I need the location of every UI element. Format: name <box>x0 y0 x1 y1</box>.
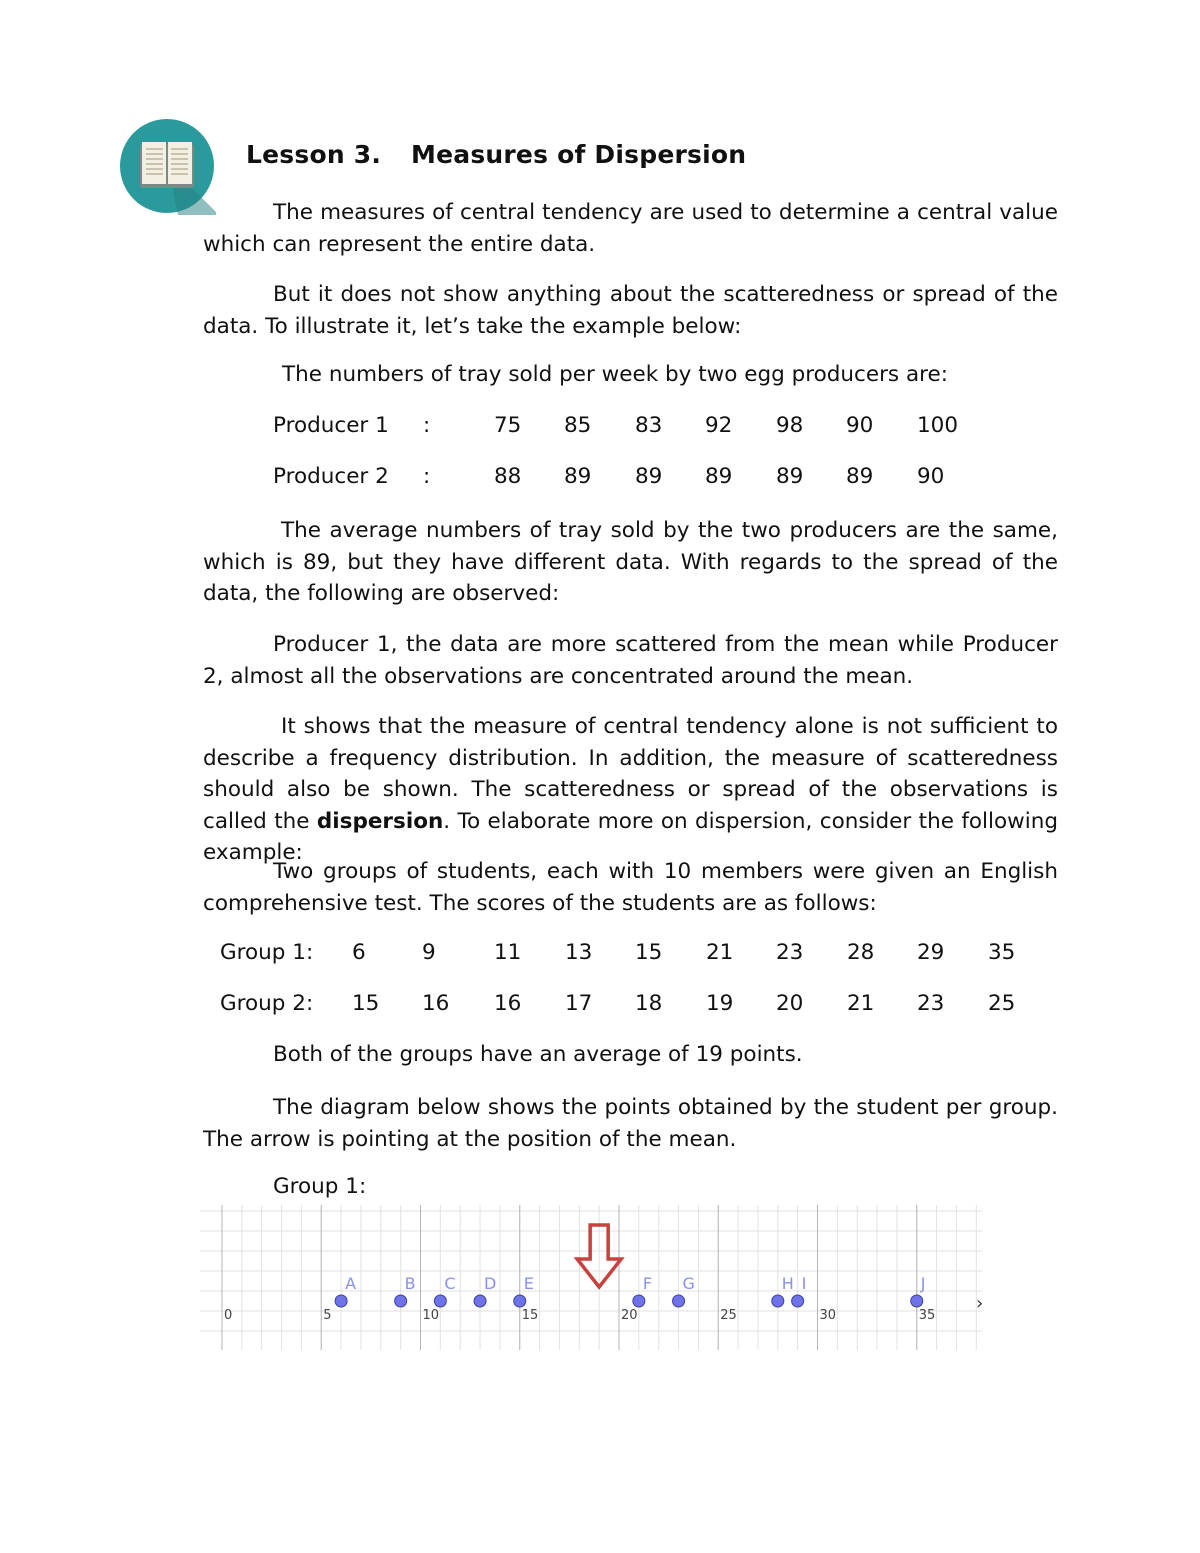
number-line-svg <box>200 1205 990 1350</box>
point-label: D <box>484 1274 497 1293</box>
group-value: 21 <box>847 991 875 1016</box>
point-label: A <box>345 1274 357 1293</box>
group-1-number-line <box>200 1205 990 1350</box>
group-row-1 <box>0 940 1200 972</box>
producer-value: 88 <box>494 464 522 489</box>
point-label: E <box>523 1274 534 1293</box>
data-point <box>395 1295 407 1307</box>
term-dispersion: dispersion <box>316 808 444 834</box>
group-value: 15 <box>635 940 663 965</box>
producer-value: 100 <box>917 413 959 438</box>
group-value: 19 <box>706 991 734 1016</box>
point-label: H <box>781 1274 794 1293</box>
group-value: 21 <box>706 940 734 965</box>
producer-separator: : <box>423 464 431 489</box>
point-label: J <box>920 1274 926 1293</box>
point-label: F <box>642 1274 653 1293</box>
producer-row-1 <box>0 413 1200 445</box>
producer-value: 89 <box>635 464 663 489</box>
data-point <box>911 1295 923 1307</box>
paragraph-3: The numbers of tray sold per week by two egg producers are: <box>282 362 948 387</box>
group-value: 23 <box>776 940 804 965</box>
producer-value: 90 <box>846 413 874 438</box>
data-point <box>633 1295 645 1307</box>
producer-row-2 <box>0 464 1200 496</box>
data-point <box>474 1295 486 1307</box>
group-value: 23 <box>917 991 945 1016</box>
group-value: 17 <box>565 991 593 1016</box>
paragraph-7: Two groups of students, each with 10 members were given an English comprehensive test. The scores of the students are as follows: <box>203 859 1058 916</box>
data-point <box>514 1295 526 1307</box>
group-value: 29 <box>917 940 945 965</box>
group-value: 13 <box>565 940 593 965</box>
producer-separator: : <box>423 413 431 438</box>
data-point <box>772 1295 784 1307</box>
data-point <box>335 1295 347 1307</box>
group-value: 9 <box>422 940 436 965</box>
point-label: I <box>801 1274 807 1293</box>
producer-value: 90 <box>917 464 945 489</box>
lesson-name: Measures of Dispersion <box>411 140 747 169</box>
producer-value: 89 <box>776 464 804 489</box>
lesson-number: Lesson 3. <box>246 140 382 169</box>
group-value: 15 <box>352 991 380 1016</box>
paragraph-4: The average numbers of tray sold by the two producers are the same, which is 89, but they have different data. With regards to the spread of the data, the following are observed: <box>203 518 1058 606</box>
tick-label: 0 <box>224 1308 233 1323</box>
group-value: 25 <box>988 991 1016 1016</box>
tick-label: 20 <box>621 1308 638 1323</box>
data-point <box>673 1295 685 1307</box>
producer-value: 89 <box>846 464 874 489</box>
point-label: G <box>682 1274 695 1293</box>
paragraph-6 <box>203 711 1058 869</box>
group-1-caption: Group 1: <box>273 1174 367 1199</box>
group-value: 11 <box>494 940 522 965</box>
tick-label: 10 <box>422 1308 440 1323</box>
producer-value: 83 <box>635 413 663 438</box>
data-point <box>792 1295 804 1307</box>
open-book-icon <box>118 117 216 215</box>
producer-value: 98 <box>776 413 804 438</box>
paragraph-6-text: It shows that the measure of central tendency alone is not sufficient to describe a frequency distribution. In addition, the measure of scatteredness should also be shown. The scatteredness or spread of the observations is called the <box>203 714 1058 834</box>
group-value: 28 <box>847 940 875 965</box>
tick-label: 30 <box>819 1308 837 1323</box>
tick-label: 35 <box>918 1308 936 1323</box>
group-value: 16 <box>494 991 522 1016</box>
axis-arrow-icon: › <box>976 1293 984 1314</box>
group-label: Group 1: <box>220 940 314 965</box>
group-value: 6 <box>352 940 366 965</box>
point-label: C <box>444 1274 456 1293</box>
group-label: Group 2: <box>220 991 314 1016</box>
group-value: 35 <box>988 940 1016 965</box>
producer-label: Producer 2 <box>273 464 389 489</box>
producer-value: 89 <box>705 464 733 489</box>
group-value: 20 <box>776 991 804 1016</box>
page-title <box>246 140 746 169</box>
point-label: B <box>404 1274 416 1293</box>
tick-label: 15 <box>521 1308 539 1323</box>
producer-value: 89 <box>564 464 592 489</box>
tick-label: 25 <box>720 1308 737 1323</box>
producer-label: Producer 1 <box>273 413 389 438</box>
group-value: 18 <box>635 991 663 1016</box>
tick-label: 5 <box>323 1308 332 1323</box>
paragraph-2: But it does not show anything about the scatteredness or spread of the data. To illustrate it, let’s take the example below: <box>203 282 1058 339</box>
producer-value: 85 <box>564 413 592 438</box>
producer-value: 92 <box>705 413 733 438</box>
data-point <box>434 1295 446 1307</box>
paragraph-1: The measures of central tendency are used to determine a central value which can represent the entire data. <box>203 200 1058 257</box>
group-value: 16 <box>422 991 450 1016</box>
producer-value: 75 <box>494 413 522 438</box>
paragraph-8: Both of the groups have an average of 19 points. <box>273 1042 803 1067</box>
paragraph-6-text-end: . To elaborate more on dispersion, consider the following example: <box>203 808 1058 865</box>
paragraph-5: Producer 1, the data are more scattered from the mean while Producer 2, almost all the observations are concentrated around the mean. <box>203 632 1058 689</box>
paragraph-9: The diagram below shows the points obtained by the student per group. The arrow is pointing at the position of the mean. <box>203 1095 1058 1152</box>
group-row-2 <box>0 991 1200 1023</box>
